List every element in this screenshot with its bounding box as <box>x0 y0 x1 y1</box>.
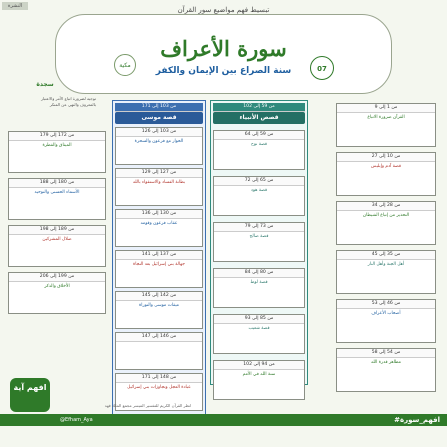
right-card-label: قصة آدم وإبليس <box>371 164 401 169</box>
right-card-label: أصحاب الأعراف <box>371 311 401 316</box>
prophet-card-label: قصة صالح <box>249 234 269 239</box>
prophet-card <box>213 314 305 354</box>
left-card <box>8 272 106 314</box>
musa-card-label: عقاب فرعون وقومه <box>140 221 178 226</box>
prophets-title: قصص الأنبياء <box>213 112 305 124</box>
prophet-card-label: قصة لوط <box>250 280 268 285</box>
left-card-label: الأخلاق والذكر <box>44 284 70 289</box>
musa-card-range: من 127 إلى 129 <box>116 169 202 178</box>
musa-card-label: عبادة العجل وتجاوزات بني إسرائيل <box>127 385 191 390</box>
right-card-label: أهل الجنة وأهل النار <box>367 262 405 267</box>
musa-card-label: بطانة الفساد والاستقواء بالله <box>132 180 186 185</box>
right-card <box>336 299 436 343</box>
prophet-card-range: من 94 إلى 102 <box>214 361 304 370</box>
right-card-range: من 46 إلى 53 <box>337 300 435 309</box>
footer-note: انظر القرآن الكريم للتفسير الميسر مجمع الملك فهد <box>104 403 192 408</box>
type-badge: مكية <box>114 54 136 76</box>
musa-card <box>115 291 203 329</box>
musa-card-range: من 146 إلى 147 <box>116 333 202 342</box>
prophet-card-label: قصة شعيب <box>248 326 270 331</box>
prophet-card-range: من 73 إلى 79 <box>214 223 304 232</box>
prophet-card-label: قصة نوح <box>251 142 267 147</box>
musa-card-label: جهالة بني إسرائيل بعد النجاة <box>133 262 185 267</box>
left-card <box>8 131 106 173</box>
surah-title: سورة الأعراف <box>160 36 287 61</box>
order-badge <box>310 56 334 80</box>
right-card-range: من 54 إلى 58 <box>337 349 435 358</box>
musa-card-range: من 148 إلى 171 <box>116 374 202 383</box>
guide-text: توجيه لضرورة اتباع الأمر والاعتبار بالمعروف والنهي عن المنكر <box>41 96 96 107</box>
left-card-range: من 180 إلى 188 <box>9 179 105 188</box>
prophet-card-range: من 80 إلى 84 <box>214 269 304 278</box>
order-number: 07 <box>317 65 327 73</box>
prophet-card-label: قصة هود <box>250 188 268 193</box>
musa-column <box>112 100 206 418</box>
sajda-label: سجدة <box>36 81 54 88</box>
prophet-card-range: من 85 إلى 93 <box>214 315 304 324</box>
right-card-label: التحذير من إتباع الشيطان <box>362 213 410 218</box>
musa-title: قصة موسى <box>115 112 203 124</box>
left-card-range: من 199 إلى 206 <box>9 273 105 282</box>
musa-card-range: من 130 إلى 136 <box>116 210 202 219</box>
footer-hashtag: #افهم_سورة <box>394 416 440 424</box>
musa-card-label <box>116 342 202 346</box>
right-column <box>336 98 436 388</box>
prophet-card-label: سنة الله في الأمم <box>242 372 276 377</box>
left-card <box>8 225 106 267</box>
right-card <box>336 201 436 245</box>
surah-subtitle: سنة الصراع بين الإيمان والكفر <box>155 66 292 76</box>
musa-card <box>115 209 203 247</box>
prophet-card <box>213 222 305 262</box>
musa-card-label: ميقات موسى والتوراة <box>138 303 180 308</box>
musa-card-label: الحوار مع فرعون والسحرة <box>134 139 184 144</box>
right-card <box>336 348 436 392</box>
right-card-label: القرآن ضرورة الاتباع <box>367 115 405 120</box>
prophets-range: من 59 إلى 102 <box>213 103 305 112</box>
left-card <box>8 178 106 220</box>
musa-card-range: من 142 إلى 145 <box>116 292 202 301</box>
prophet-card <box>213 268 305 308</box>
footer-handle: @Efham_Aya <box>60 417 93 423</box>
left-card-label: ضلال المشركين <box>42 237 72 242</box>
prophet-card-range: من 65 إلى 72 <box>214 177 304 186</box>
side-info <box>8 314 106 378</box>
right-card-label: مظاهر قدرة الله <box>370 360 401 365</box>
prophets-column <box>210 100 308 385</box>
prophet-card <box>213 130 305 170</box>
right-card-range: من 28 إلى 34 <box>337 202 435 211</box>
right-card <box>336 103 436 147</box>
right-card-range: من 35 إلى 45 <box>337 251 435 260</box>
prophet-card <box>213 176 305 216</box>
prophet-card-range: من 59 إلى 64 <box>214 131 304 140</box>
corner-tag: النشرة <box>2 2 28 10</box>
left-card-range: من 189 إلى 198 <box>9 226 105 235</box>
musa-card-range: من 103 إلى 126 <box>116 128 202 137</box>
musa-card <box>115 250 203 288</box>
logo <box>10 378 50 412</box>
musa-card <box>115 168 203 206</box>
left-card-range: من 172 إلى 179 <box>9 132 105 141</box>
top-line: تبسيط فهم مواضيع سور القرآن <box>177 6 270 14</box>
left-card-label: الأسماء الحسنى والتوحيد <box>34 190 80 195</box>
musa-card <box>115 127 203 165</box>
right-card-range: من 10 إلى 27 <box>337 153 435 162</box>
musa-range: من 103 إلى 171 <box>115 103 203 112</box>
left-card-label: الميثاق والفطرة <box>42 143 72 148</box>
logo-text: افهم آية <box>13 383 47 392</box>
right-card-range: من 1 إلى 9 <box>337 104 435 113</box>
musa-card-range: من 137 إلى 141 <box>116 251 202 260</box>
right-card <box>336 152 436 196</box>
right-card <box>336 250 436 294</box>
prophet-card <box>213 360 305 400</box>
musa-card <box>115 332 203 370</box>
